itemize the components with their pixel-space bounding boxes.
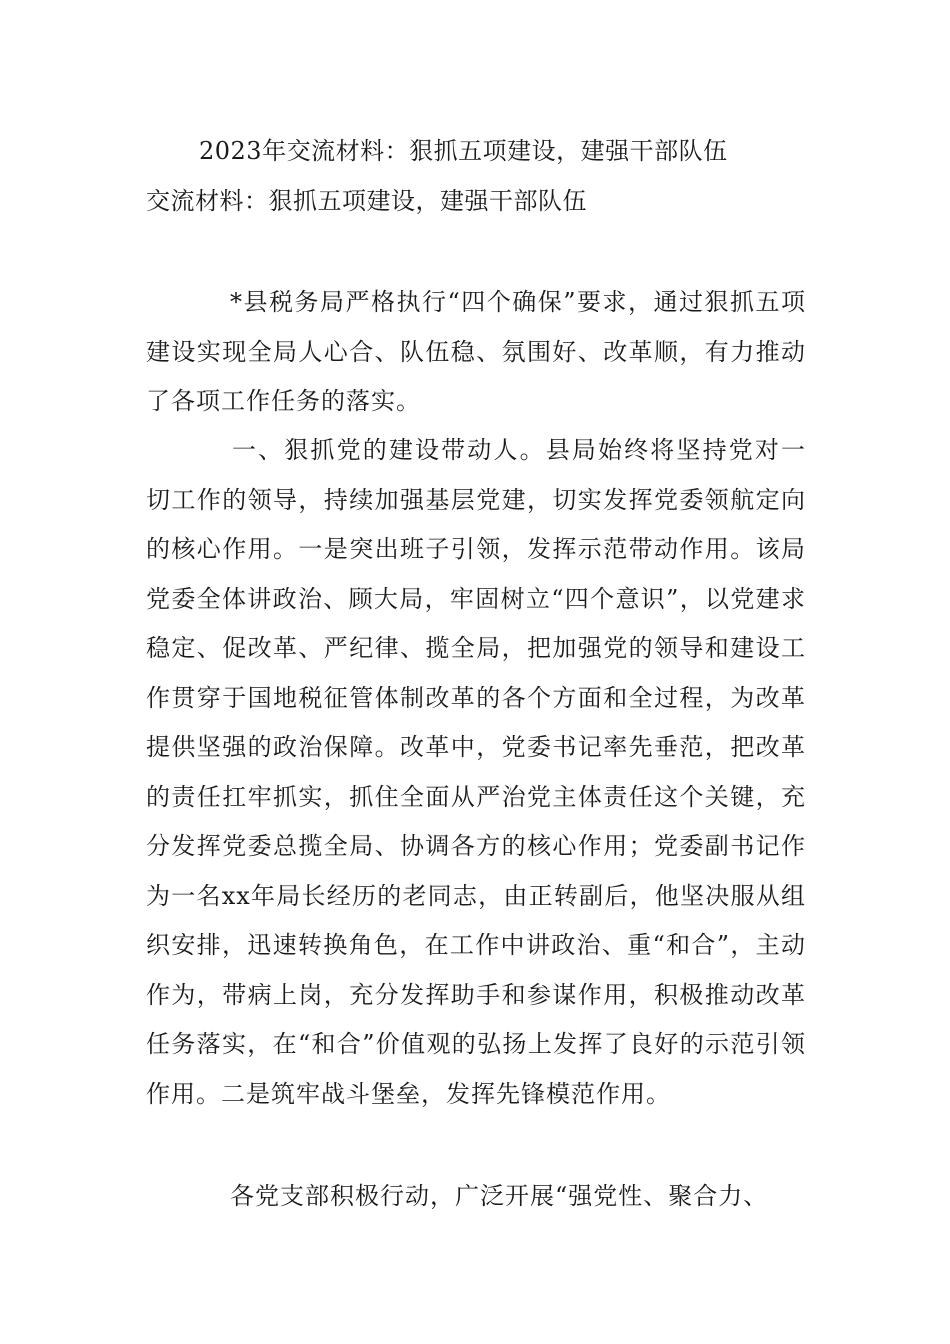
paragraph-branches: 各党支部积极行动，广泛开展“强党性、聚合力、: [230, 1182, 769, 1210]
document-subtitle: 交流材料：狠抓五项建设，建强干部队伍: [146, 187, 587, 215]
document-title: 2023年交流材料：狠抓五项建设，建强干部队伍: [199, 137, 728, 165]
paragraph-party-building: 一、狠抓党的建设带动人。县局始终将坚持党对一切工作的领导，持续加强基层党建，切实发挥党委领航定向的核心作用。一是突出班子引领，发挥示范带动作用。该局党委全体讲政治、顾大局，牢固树立“四个意识”，以党建求稳定、促改革、严纪律、揽全局，把加强党的领导和建设工作贯穿于国地税征管体制改革的各个方面和全过程，为改革提供坚强的政治保障。改革中，党委书记率先垂范，把改革的责任扛牢抓实，抓住全面从严治党主体责任这个关键，充分发挥党委总揽全局、协调各方的核心作用；党委副书记作为一名xx年局长经历的老同志，由正转副后，他坚决服从组织安排，迅速转换角色，在工作中讲政治、重“和合”，主动作为，带病上岗，充分发挥助手和参谋作用，积极推动改革任务落实，在“和合”价值观的弘扬上发挥了良好的示范引领作用。二是筑牢战斗堡垒，发挥先锋模范作用。: [146, 436, 806, 1108]
paragraph-intro: *县税务局严格执行“四个确保”要求，通过狠抓五项建设实现全局人心合、队伍稳、氛围好、改革顺，有力推动了各项工作任务的落实。: [146, 288, 806, 415]
